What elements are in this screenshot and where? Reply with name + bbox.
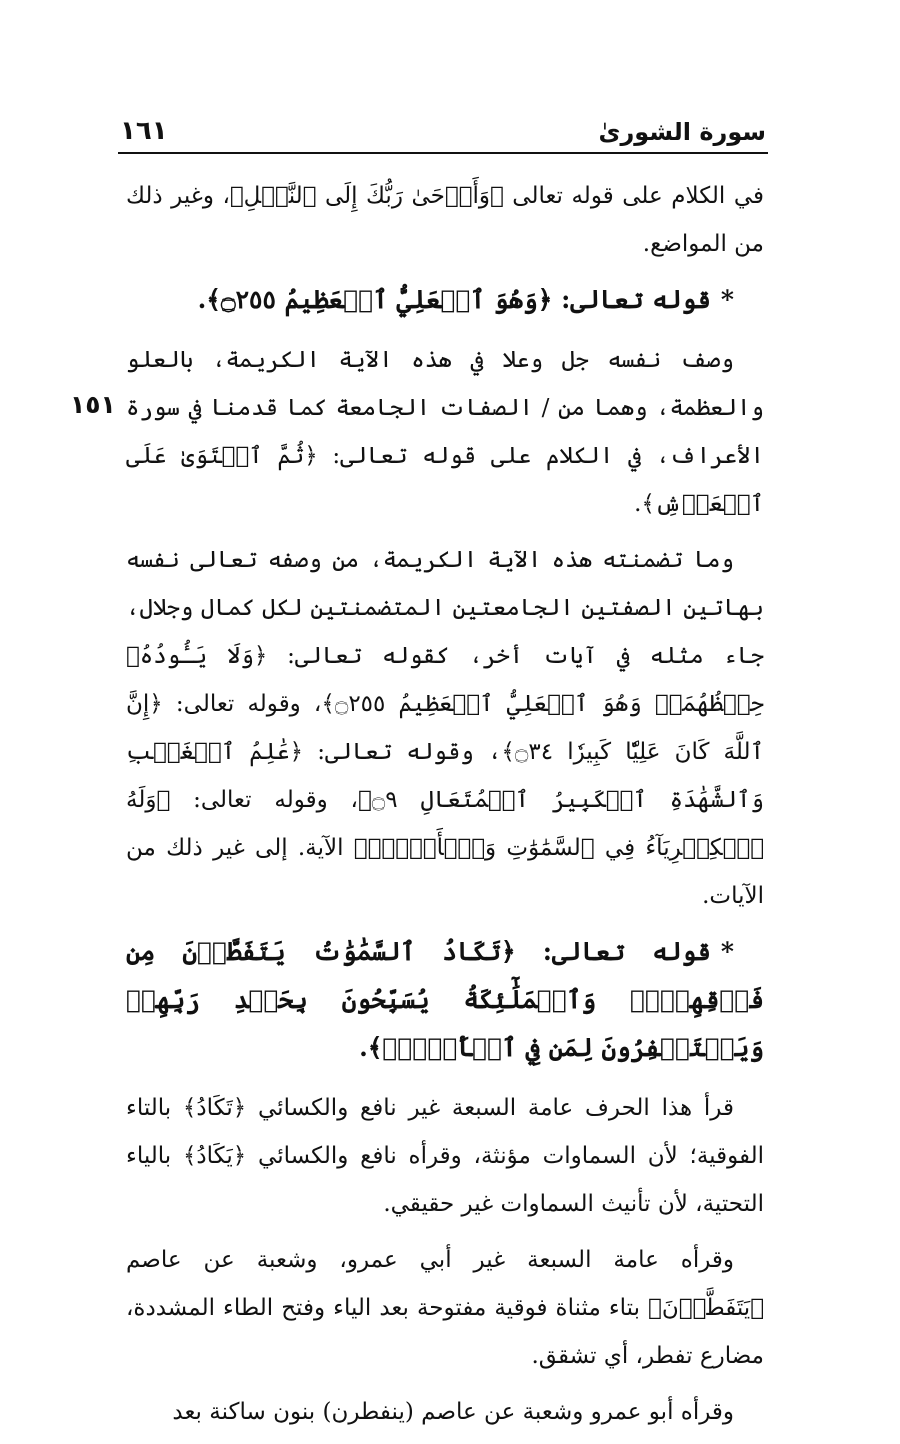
paragraph-reading-yatafattarna: وقرأه عامة السبعة غير أبي عمرو، وشعبة عن عاصم ﴿يَتَفَطَّرۡنَ﴾ بتاء مثناة فوقية مفتوحة بعد الياء وفتح الطاء المشددة، مضارع تفطر، أي تشقق. (126, 1247, 764, 1369)
paragraph-reading-takadu: قرأ هذا الحرف عامة السبعة غير نافع والكسائي ﴿تَكَادُ﴾ بالتاء الفوقية؛ لأن السماوات مؤنثة، وقرأه نافع والكسائي ﴿يَكَادُ﴾ بالياء التحتية، لأن تأنيث السماوات غير حقيقي. (126, 1095, 764, 1217)
margin-page-reference: ١٥١ (70, 390, 116, 419)
heading-text: قوله تعالى: ﴿وَهُوَ ٱلۡعَلِيُّ ٱلۡعَظِيمُ ۝٢٥٥﴾. (197, 285, 711, 314)
paragraph-reading-yanfatirna: وقرأه أبو عمرو وشعبة عن عاصم (ينفطرن) بنون ساكنة بعد (172, 1399, 734, 1425)
heading-text: قوله تعالى: ﴿تَكَادُ ٱلسَّمَٰوَٰتُ يَتَفَطَّرۡنَ مِن فَوۡقِهِنَّۚ وَٱلۡمَلَٰٓئِكَةُ يُسَبِّحُونَ بِحَمۡدِ رَبِّهِمۡ وَيَسۡتَغۡفِرُونَ لِمَن فِي ٱلۡأَرۡضِۗ﴾. (126, 937, 764, 1062)
paragraph-intro: في الكلام على قوله تعالى ﴿وَأَوۡحَىٰ رَبُّكَ إِلَى ٱلنَّحۡلِ﴾، وغير ذلك من المواضع. (126, 183, 764, 257)
section-heading-2 (126, 928, 764, 1072)
page-body (126, 172, 764, 1444)
paragraph-attributes: وصف نفسه جل وعلا في هذه الآية الكريمة، بالعلو والعظمة، وهما من / الصفات الجامعة كما قدمنا في سورة الأعراف، في الكلام على قوله تعالى: ﴿ثُمَّ ٱسۡتَوَىٰ عَلَى ٱلۡعَرۡشِ﴾. (126, 347, 764, 517)
page-number: ١٦١ (120, 116, 168, 146)
paragraph-similar-verses: وما تضمنته هذه الآية الكريمة، من وصفه تعالى نفسه بهاتين الصفتين الجامعتين المتضمنتين لكل كمال وجلال، جاء مثله في آيات أخر، كقوله تعالى: ﴿وَلَا يَـُٔودُهُۥ حِفۡظُهُمَاۚ وَهُوَ ٱلۡعَلِيُّ ٱلۡعَظِيمُ ۝٢٥٥﴾، وقوله تعالى: ﴿إِنَّ ٱللَّهَ كَانَ عَلِيّٗا كَبِيرٗا ۝٣٤﴾، وقوله تعالى: ﴿عَٰلِمُ ٱلۡغَيۡبِ وَٱلشَّهَٰدَةِ ٱلۡكَبِيرُ ٱلۡمُتَعَالِ ۝٩﴾، وقوله تعالى: ﴿وَلَهُ ٱلۡكِبۡرِيَآءُ فِي ٱلسَّمَٰوَٰتِ وَٱلۡأَرۡضِۖ﴾ الآية. إلى غير ذلك من الآيات. (126, 547, 764, 909)
surah-title: سورة الشورىٰ (598, 118, 766, 146)
asterisk-marker: * (720, 937, 734, 966)
section-heading-1 (126, 276, 764, 324)
asterisk-marker: * (720, 285, 734, 314)
running-header (118, 112, 768, 154)
